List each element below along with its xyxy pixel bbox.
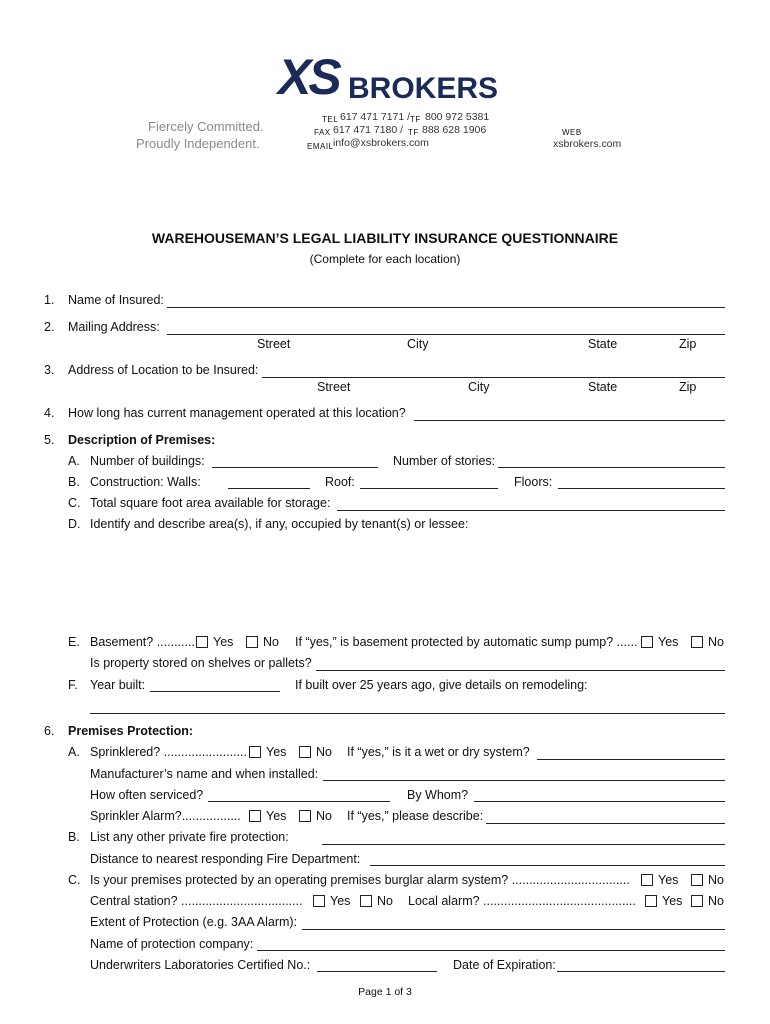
q5e-yes-label: Yes bbox=[213, 635, 234, 649]
q6c-label: Is your premises protected by an operating premises burglar alarm system? .................................. bbox=[90, 873, 630, 887]
q5e-sump-yes-label: Yes bbox=[658, 635, 679, 649]
q6-number: 6. bbox=[44, 724, 55, 738]
q6c-company-label: Name of protection company: bbox=[90, 937, 254, 951]
q5e-shelves-label: Is property stored on shelves or pallets? bbox=[90, 656, 312, 670]
q5f-remodel-label: If built over 25 years ago, give details on remodeling: bbox=[295, 678, 588, 692]
q5c-label: Total square foot area available for storage: bbox=[90, 496, 331, 510]
q6c-central-yes-checkbox[interactable] bbox=[313, 895, 325, 907]
q5f-remodel-input[interactable] bbox=[90, 713, 725, 714]
q5d-label: Identify and describe area(s), if any, occupied by tenant(s) or lessee: bbox=[90, 517, 469, 531]
q6b-distance-label: Distance to nearest responding Fire Department: bbox=[90, 852, 361, 866]
q5f-year-input[interactable] bbox=[150, 691, 280, 692]
q6c-letter: C. bbox=[68, 873, 81, 887]
q6a-wetdry-input[interactable] bbox=[537, 759, 725, 760]
tel-value: 617 471 7171 / bbox=[340, 111, 411, 123]
q6a-bywhom-label: By Whom? bbox=[407, 788, 469, 802]
q2-zip-caption: Zip bbox=[679, 337, 697, 351]
q3-street-caption: Street bbox=[317, 380, 351, 394]
q3-city-caption: City bbox=[468, 380, 490, 394]
q5e-no-checkbox[interactable] bbox=[246, 636, 258, 648]
q6b-distance-input[interactable] bbox=[370, 865, 725, 866]
q6c-ul-label: Underwriters Laboratories Certified No.: bbox=[90, 958, 311, 972]
q4-input[interactable] bbox=[414, 420, 725, 421]
q5c-input[interactable] bbox=[337, 510, 725, 511]
q1-label: Name of Insured: bbox=[68, 293, 164, 307]
tel-label: TEL bbox=[322, 115, 339, 124]
q1-number: 1. bbox=[44, 293, 55, 307]
tf-value-1: 800 972 5381 bbox=[425, 111, 490, 123]
q5b-floors-label: Floors: bbox=[514, 475, 553, 489]
q5c-letter: C. bbox=[68, 496, 81, 510]
q6c-local-label: Local alarm? ............................................ bbox=[408, 894, 636, 908]
q5e-shelves-input[interactable] bbox=[316, 670, 725, 671]
q5b-roof-label: Roof: bbox=[325, 475, 355, 489]
q4-number: 4. bbox=[44, 406, 55, 420]
q5b-walls-input[interactable] bbox=[228, 488, 310, 489]
q6c-no-label: No bbox=[708, 873, 724, 887]
q4-label: How long has current management operated at this location? bbox=[68, 406, 406, 420]
q3-label: Address of Location to be Insured: bbox=[68, 363, 259, 377]
q6a-wetdry-label: If “yes,” is it a wet or dry system? bbox=[347, 745, 530, 759]
q5e-sump-no-checkbox[interactable] bbox=[691, 636, 703, 648]
q6c-central-no-checkbox[interactable] bbox=[360, 895, 372, 907]
q5b-letter: B. bbox=[68, 475, 80, 489]
q3-input[interactable] bbox=[262, 377, 725, 378]
email-label: EMAIL bbox=[307, 142, 334, 151]
q6c-extent-input[interactable] bbox=[302, 929, 725, 930]
q6c-expiration-label: Date of Expiration: bbox=[453, 958, 556, 972]
tagline-1: Fiercely Committed. bbox=[148, 119, 264, 134]
q6c-company-input[interactable] bbox=[257, 950, 725, 951]
q5f-letter: F. bbox=[68, 678, 78, 692]
q6c-expiration-input[interactable] bbox=[557, 971, 725, 972]
q6c-local-yes-checkbox[interactable] bbox=[645, 895, 657, 907]
q6a-alarm-yes-checkbox[interactable] bbox=[249, 810, 261, 822]
q5-heading: Description of Premises: bbox=[68, 433, 216, 447]
q5e-yes-checkbox[interactable] bbox=[196, 636, 208, 648]
q5b-label: Construction: Walls: bbox=[90, 475, 201, 489]
page-number: Page 1 of 3 bbox=[358, 986, 412, 998]
q6c-local-no-label: No bbox=[708, 894, 724, 908]
page-subtitle: (Complete for each location) bbox=[309, 252, 461, 266]
q6b-label: List any other private fire protection: bbox=[90, 830, 289, 844]
tagline-2: Proudly Independent. bbox=[136, 136, 260, 151]
q6c-central-no-label: No bbox=[377, 894, 393, 908]
q3-state-caption: State bbox=[588, 380, 618, 394]
q6c-no-checkbox[interactable] bbox=[691, 874, 703, 886]
q6a-alarm-no-checkbox[interactable] bbox=[299, 810, 311, 822]
q2-label: Mailing Address: bbox=[68, 320, 160, 334]
logo-brokers: BROKERS bbox=[348, 72, 499, 105]
q1-input[interactable] bbox=[167, 307, 725, 308]
q6c-local-no-checkbox[interactable] bbox=[691, 895, 703, 907]
q5a-buildings-input[interactable] bbox=[212, 467, 378, 468]
q5-number: 5. bbox=[44, 433, 55, 447]
q6c-local-yes-label: Yes bbox=[662, 894, 683, 908]
q6a-letter: A. bbox=[68, 745, 80, 759]
logo-xs: XS bbox=[278, 49, 339, 105]
q5a-label: Number of buildings: bbox=[90, 454, 205, 468]
fax-label: FAX bbox=[314, 128, 331, 137]
q5e-no-label: No bbox=[263, 635, 279, 649]
q6c-yes-checkbox[interactable] bbox=[641, 874, 653, 886]
q6a-serviced-label: How often serviced? bbox=[90, 788, 204, 802]
tf-label-1: TF bbox=[410, 115, 421, 124]
q5e-letter: E. bbox=[68, 635, 80, 649]
q6a-bywhom-input[interactable] bbox=[474, 801, 725, 802]
q2-number: 2. bbox=[44, 320, 55, 334]
q5e-sump-label: If “yes,” is basement protected by automatic sump pump? ...... bbox=[295, 635, 638, 649]
fax-value: 617 471 7180 / bbox=[333, 124, 404, 136]
q6a-alarm-no-label: No bbox=[316, 809, 332, 823]
q6a-serviced-input[interactable] bbox=[208, 801, 390, 802]
q6a-manufacturer-label: Manufacturer’s name and when installed: bbox=[90, 767, 319, 781]
web-value: xsbrokers.com bbox=[553, 138, 622, 150]
q6a-label: Sprinklered? ........................ bbox=[90, 745, 248, 759]
q6a-describe-label: If “yes,” please describe: bbox=[347, 809, 484, 823]
q5f-label: Year built: bbox=[90, 678, 146, 692]
q6c-extent-label: Extent of Protection (e.g. 3AA Alarm): bbox=[90, 915, 298, 929]
q6b-letter: B. bbox=[68, 830, 80, 844]
q5e-sump-yes-checkbox[interactable] bbox=[641, 636, 653, 648]
q6a-describe-input[interactable] bbox=[486, 823, 725, 824]
q6a-no-checkbox[interactable] bbox=[299, 746, 311, 758]
q5e-sump-no-label: No bbox=[708, 635, 724, 649]
q6-heading: Premises Protection: bbox=[68, 724, 194, 738]
q6a-alarm-label: Sprinkler Alarm?................. bbox=[90, 809, 241, 823]
q3-number: 3. bbox=[44, 363, 55, 377]
q2-state-caption: State bbox=[588, 337, 618, 351]
tf-label-2: TF bbox=[408, 128, 419, 137]
tf-value-2: 888 628 1906 bbox=[422, 124, 487, 136]
q6a-manufacturer-input[interactable] bbox=[323, 780, 725, 781]
web-label: WEB bbox=[562, 128, 582, 137]
email-value: info@xsbrokers.com bbox=[333, 137, 429, 149]
q2-city-caption: City bbox=[407, 337, 429, 351]
q2-street-caption: Street bbox=[257, 337, 291, 351]
q6a-yes-label: Yes bbox=[266, 745, 287, 759]
q2-input[interactable] bbox=[167, 334, 725, 335]
q6c-central-label: Central station? ................................... bbox=[90, 894, 303, 908]
q6a-alarm-yes-label: Yes bbox=[266, 809, 287, 823]
q6c-central-yes-label: Yes bbox=[330, 894, 351, 908]
page-title: WAREHOUSEMAN’S LEGAL LIABILITY INSURANCE QUESTIONNAIRE bbox=[151, 230, 619, 246]
q5a-stories-label: Number of stories: bbox=[393, 454, 496, 468]
q5a-stories-input[interactable] bbox=[498, 467, 725, 468]
q6c-yes-label: Yes bbox=[658, 873, 679, 887]
q5a-letter: A. bbox=[68, 454, 80, 468]
q5b-roof-input[interactable] bbox=[360, 488, 498, 489]
q3-zip-caption: Zip bbox=[679, 380, 697, 394]
q5d-letter: D. bbox=[68, 517, 81, 531]
q6c-ul-input[interactable] bbox=[317, 971, 437, 972]
q5b-floors-input[interactable] bbox=[558, 488, 725, 489]
q6b-input[interactable] bbox=[322, 844, 725, 845]
q5e-label: Basement? ........... bbox=[90, 635, 195, 649]
q6a-no-label: No bbox=[316, 745, 332, 759]
q6a-yes-checkbox[interactable] bbox=[249, 746, 261, 758]
q5d-answer-area[interactable] bbox=[90, 535, 725, 625]
